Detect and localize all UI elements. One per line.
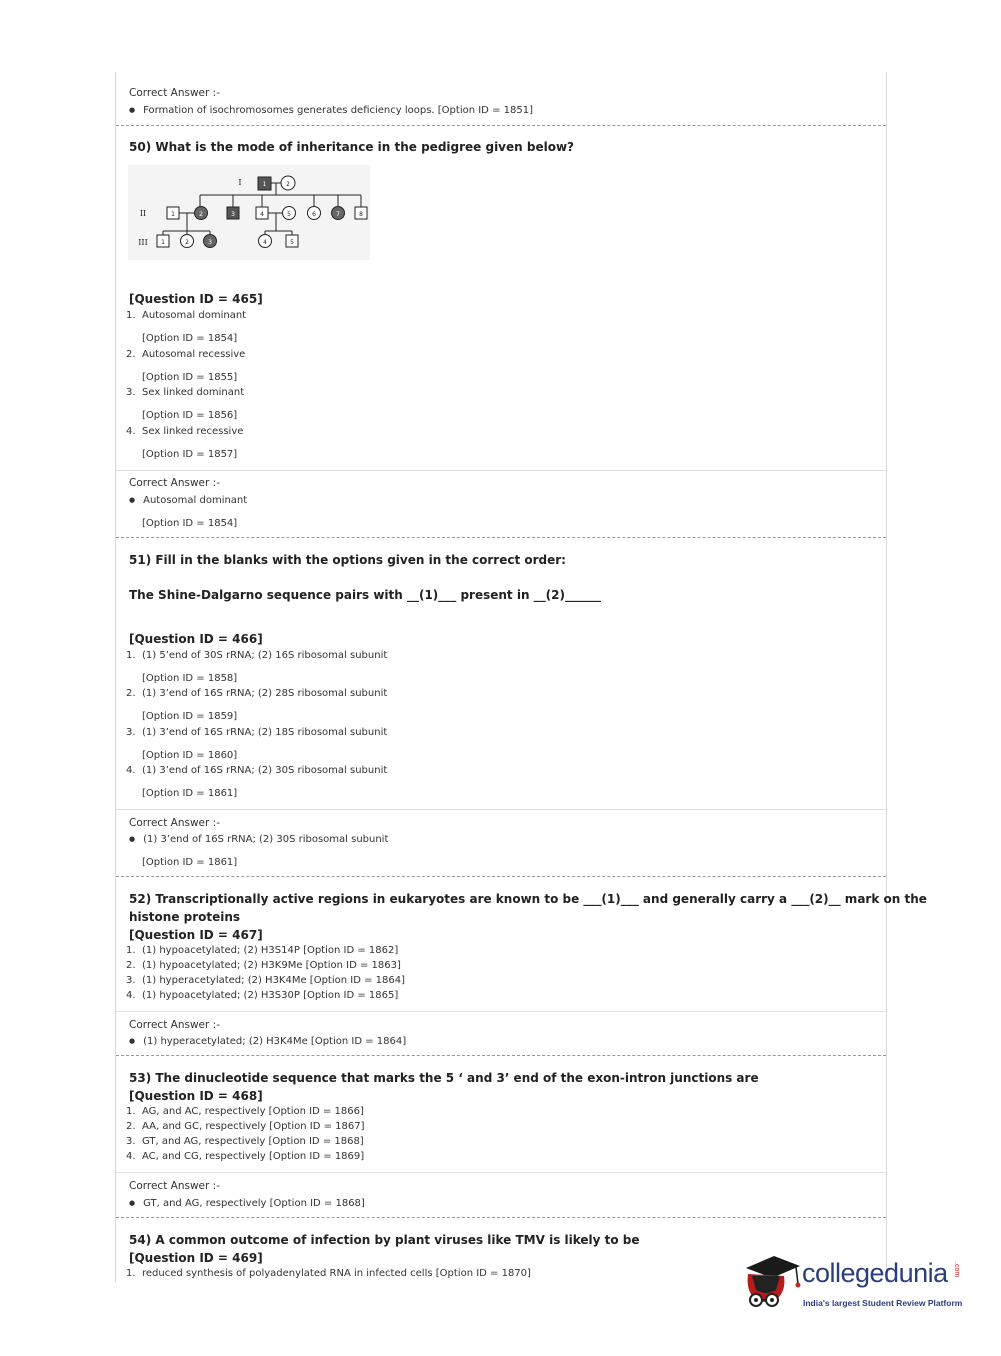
divider <box>116 537 886 538</box>
q53-correct-answer: ● GT, and AG, respectively [Option ID = 1868] <box>129 1198 365 1209</box>
q51-option-3: 3. (1) 3’end of 16S rRNA; (2) 18S ribosomal subunit <box>126 727 388 738</box>
svg-text:1: 1 <box>171 211 175 218</box>
q51-option-2-id: [Option ID = 1859] <box>142 711 238 722</box>
q52-option-3: 3. (1) hyperacetylated; (2) H3K4Me [Option ID = 1864] <box>126 975 405 986</box>
q51-correct-answer-label: Correct Answer :- <box>129 817 220 829</box>
q51-option-4: 4. (1) 3’end of 16S rRNA; (2) 30S ribosomal subunit <box>126 765 388 776</box>
svg-text:5: 5 <box>287 211 291 218</box>
q50-option-1: 1. Autosomal dominant <box>126 310 247 321</box>
gen-label-III: III <box>138 238 148 247</box>
q53-text: 53) The dinucleotide sequence that marks the 5 ‘ and 3’ end of the exon-intron junctions are <box>129 1071 759 1085</box>
gen-label-I: I <box>238 178 242 187</box>
q53-option-2: 2. AA, and GC, respectively [Option ID = 1867] <box>126 1121 365 1132</box>
q52-option-4: 4. (1) hypoacetylated; (2) H3S30P [Option ID = 1865] <box>126 990 399 1001</box>
svg-text:2: 2 <box>286 181 290 188</box>
divider <box>116 1055 886 1056</box>
logo-tagline: India's largest Student Review Platform <box>803 1298 963 1308</box>
svg-text:4: 4 <box>260 211 264 218</box>
q52-text-line-1: 52) Transcriptionally active regions in eukaryotes are known to be ___(1)___ and generally carry a ___(2)__ mark on the <box>129 892 927 906</box>
q54-text: 54) A common outcome of infection by plant viruses like TMV is likely to be <box>129 1233 640 1247</box>
q53-option-3: 3. GT, and AG, respectively [Option ID = 1868] <box>126 1136 364 1147</box>
q52-option-1: 1. (1) hypoacetylated; (2) H3S14P [Option ID = 1862] <box>126 945 399 956</box>
q51-statement: The Shine-Dalgarno sequence pairs with __(1)___ present in __(2)______ <box>129 588 602 602</box>
svg-text:8: 8 <box>359 211 363 218</box>
svg-text:1: 1 <box>161 239 165 246</box>
q50-question-id: [Question ID = 465] <box>129 292 263 306</box>
q51-correct-answer-id: [Option ID = 1861] <box>142 857 238 868</box>
q51-option-1: 1. (1) 5’end of 30S rRNA; (2) 16S ribosomal subunit <box>126 650 388 661</box>
q51-option-2: 2. (1) 3’end of 16S rRNA; (2) 28S ribosomal subunit <box>126 688 388 699</box>
q52-option-2: 2. (1) hypoacetylated; (2) H3K9Me [Option ID = 1863] <box>126 960 401 971</box>
svg-text:2: 2 <box>185 239 189 246</box>
q50-correct-answer-label: Correct Answer :- <box>129 477 220 489</box>
svg-text:1: 1 <box>262 181 267 188</box>
logo-wordmark: collegedunia <box>802 1258 948 1288</box>
gen-label-II: II <box>139 209 147 218</box>
logo-suffix: .com <box>953 1262 960 1278</box>
svg-text:7: 7 <box>336 211 340 218</box>
divider <box>116 876 886 877</box>
q50-text: 50) What is the mode of inheritance in the pedigree given below? <box>129 140 574 154</box>
q52-question-id: [Question ID = 467] <box>129 928 263 942</box>
q54-question-id: [Question ID = 469] <box>129 1251 263 1265</box>
svg-text:2: 2 <box>199 211 203 218</box>
q50-correct-answer: ● Autosomal dominant <box>129 495 247 506</box>
q53-question-id: [Question ID = 468] <box>129 1089 263 1103</box>
q52-correct-answer: ● (1) hyperacetylated; (2) H3K4Me [Option ID = 1864] <box>129 1036 406 1047</box>
svg-text:3: 3 <box>231 211 235 218</box>
svg-text:4: 4 <box>263 239 267 246</box>
q50-option-3-id: [Option ID = 1856] <box>142 410 238 421</box>
prev-correct-answer-label: Correct Answer :- <box>129 87 220 99</box>
q53-option-4: 4. AC, and CG, respectively [Option ID = 1869] <box>126 1151 365 1162</box>
q50-option-2: 2. Autosomal recessive <box>126 349 246 360</box>
q51-correct-answer: ● (1) 3’end of 16S rRNA; (2) 30S ribosomal subunit <box>129 834 388 845</box>
q50-correct-answer-id: [Option ID = 1854] <box>142 518 238 529</box>
q53-correct-answer-label: Correct Answer :- <box>129 1180 220 1192</box>
q52-correct-answer-label: Correct Answer :- <box>129 1019 220 1031</box>
q54-option-1: 1. reduced synthesis of polyadenylated RNA in infected cells [Option ID = 1870] <box>126 1268 531 1279</box>
svg-text:3: 3 <box>208 239 212 246</box>
q50-option-1-id: [Option ID = 1854] <box>142 333 238 344</box>
q51-option-3-id: [Option ID = 1860] <box>142 750 238 761</box>
q51-question-id: [Question ID = 466] <box>129 632 263 646</box>
q53-option-1: 1. AG, and AC, respectively [Option ID = 1866] <box>126 1106 364 1117</box>
divider <box>116 1011 886 1012</box>
q50-option-4: 4. Sex linked recessive <box>126 426 244 437</box>
q51-text: 51) Fill in the blanks with the options given in the correct order: <box>129 553 566 567</box>
divider <box>116 809 886 810</box>
collegedunia-logo[interactable] <box>740 1250 970 1320</box>
q51-option-4-id: [Option ID = 1861] <box>142 788 238 799</box>
q50-option-2-id: [Option ID = 1855] <box>142 372 238 383</box>
divider <box>116 1217 886 1218</box>
divider <box>116 470 886 471</box>
prev-correct-answer: ● Formation of isochromosomes generates deficiency loops. [Option ID = 1851] <box>129 105 533 116</box>
svg-text:6: 6 <box>312 211 316 218</box>
divider <box>116 125 886 126</box>
q50-option-4-id: [Option ID = 1857] <box>142 449 238 460</box>
mascot-logo-icon <box>740 1250 802 1318</box>
q50-option-3: 3. Sex linked dominant <box>126 387 245 398</box>
divider <box>116 1172 886 1173</box>
q52-text-line-2: histone proteins <box>129 910 241 924</box>
svg-text:5: 5 <box>290 239 294 246</box>
pedigree-diagram <box>128 165 370 260</box>
q51-option-1-id: [Option ID = 1858] <box>142 673 238 684</box>
